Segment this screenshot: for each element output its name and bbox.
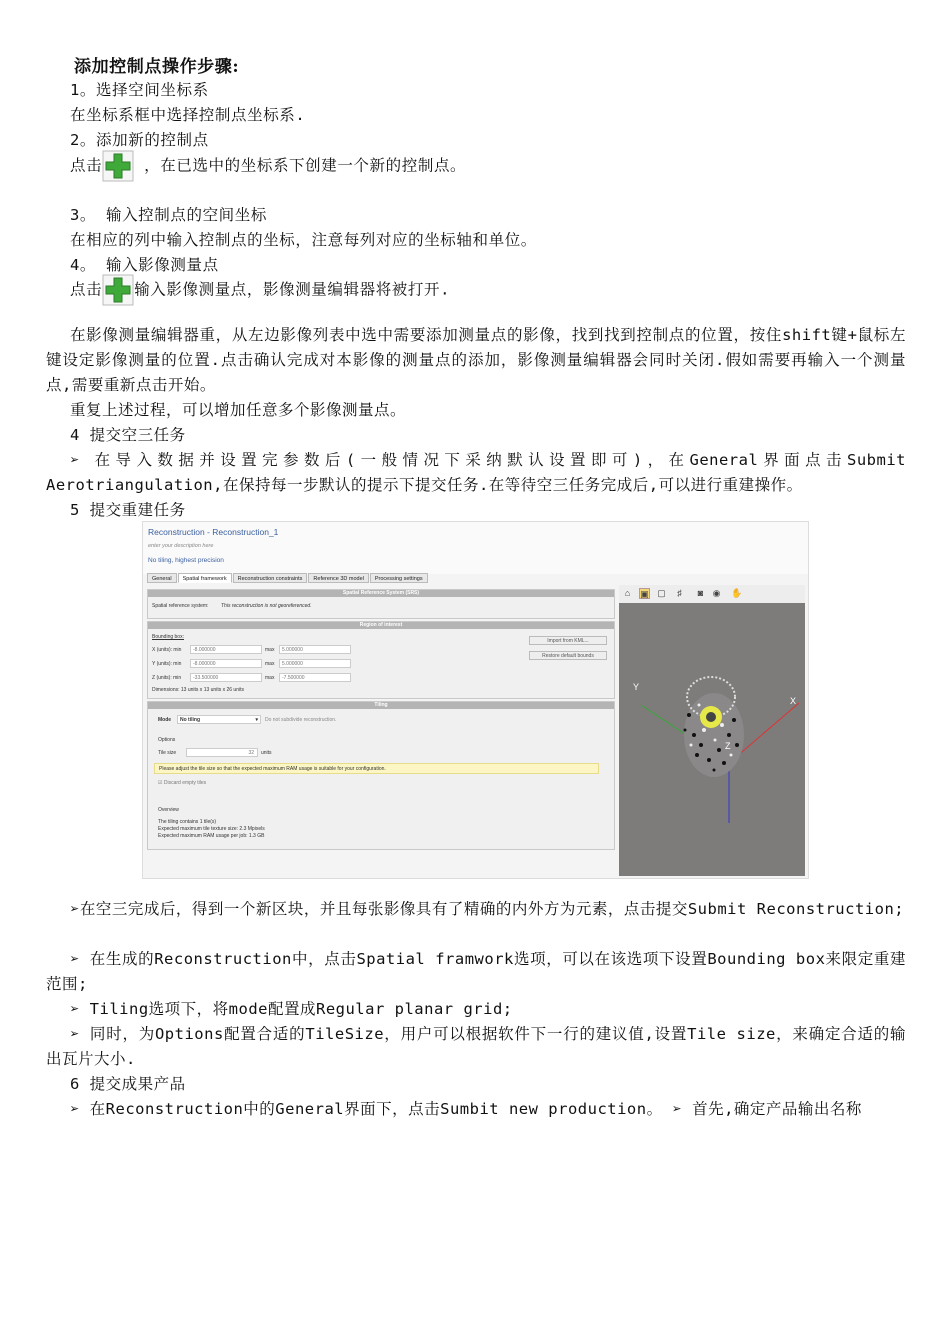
srs-label: Spatial reference system: [152,603,209,609]
tab-reference-3d-model[interactable]: Reference 3D model [308,573,368,583]
heading: 添加控制点操作步骤: [74,57,240,77]
editor-paragraph: 在影像测量编辑器重，从左边影像列表中选中需要添加测量点的影像，找到找到控制点的位置，按住shift键+鼠标左键设定影像测量的位置.点击确认完成对本影像的测量点的添加，影像测量编辑器会同时关闭.假如需要再输入一个测量点,需要重新点击开始。 [46,326,906,394]
section4-title: 4 提交空三任务 [70,426,186,444]
tiling-header: Tiling [148,702,614,709]
tab-spatial-framework[interactable]: Spatial framework [178,573,232,583]
x-max-input[interactable]: 5.000000 [279,645,351,654]
srs-panel [147,589,615,619]
step2-text: ，在已选中的坐标系下创建一个新的控制点。 [144,156,467,175]
mode-value: No tiling [180,717,200,723]
section6-text: ➢ 在Reconstruction中的General界面下，点击Sumbit new production。 ➢ 首先,确定产品输出名称 [70,1100,862,1118]
grid-icon[interactable]: ♯ [677,588,682,598]
tile-size-label: Tile size [158,750,177,756]
section5-title: 5 提交重建任务 [70,501,186,519]
step4-text: 输入影像测量点，影像测量编辑器将被打开. [134,280,451,299]
overview-line-1: The tiling contains 1 tile(s) [158,819,217,825]
y-min-input[interactable]: -8.000000 [190,659,262,668]
z-label: Z (units): min [152,675,182,681]
step1-title: 1。选择空间坐标系 [70,81,209,99]
hand-icon[interactable]: ✋ [731,588,743,598]
screenshot-header [143,522,808,574]
x-label: X (units): min [152,647,182,653]
repeat-paragraph: 重复上述过程，可以增加任意多个影像测量点。 [70,401,407,419]
3d-scene [619,585,805,876]
section4-text: ➢ 在导入数据并设置完参数后(一般情况下采纳默认设置即可)，在General界面点击Submit Aerotriangulation,在保持每一步默认的提示下提交任务.在等待空三任务完成后,可以进行重建操作。 [46,451,906,494]
axis-z-label: Z [725,741,731,751]
tab-processing-settings[interactable]: Processing settings [370,573,428,583]
step2-click: 点击 [70,156,103,175]
step4-title: 4。 输入影像测量点 [70,256,219,274]
bullet-2: ➢ 在生成的Reconstruction中，点击Spatial framwork选项，可以在该选项下设置Bounding box来限定重建范围; [46,950,906,993]
y-max-input[interactable]: 5.000000 [279,659,351,668]
x-max-label: max [265,647,275,653]
discard-empty-tiles-checkbox[interactable]: ☑ Discard empty tiles [158,780,207,786]
step4-click: 点击 [70,280,103,299]
mode-hint: Do not subdivide reconstruction. [265,717,337,723]
y-max-label: max [265,661,275,667]
home-icon[interactable]: ⌂ [624,588,631,598]
tile-size-input[interactable]: 32 [186,748,258,757]
step2-line [70,150,466,182]
z-max-label: max [265,675,275,681]
bbox-label: Bounding box: [152,634,184,640]
discard-label: Discard empty tiles [163,780,207,786]
add-plus-icon [102,150,134,182]
reconstruction-screenshot [142,521,809,879]
camera-settings-icon[interactable]: ◉ [712,588,721,598]
overview-label: Overview [158,807,179,813]
mode-select[interactable] [177,715,261,724]
z-min-input[interactable]: -33.500000 [190,673,262,682]
add-plus-icon [102,274,134,306]
description-field[interactable]: enter your description here [148,543,214,549]
reconstruction-title: Reconstruction - Reconstruction_1 [148,527,279,537]
chevron-down-icon: ▾ [255,717,258,723]
overview-line-3: Expected maximum RAM usage per job: 1.3 GB [158,833,265,839]
viewport-toolbar [619,585,805,603]
srs-value: This reconstruction is not georeferenced. [221,603,312,609]
restore-bounds-button[interactable]: Restore default bounds [529,651,607,660]
tab-reconstruction-constraints[interactable]: Reconstruction constraints [233,573,308,583]
srs-header: Spatial Reference System (SRS) [148,590,614,597]
step2-title: 2。添加新的控制点 [70,131,209,149]
3d-viewport[interactable] [619,585,805,876]
options-label: Options [158,737,176,743]
y-label: Y (units): min [152,661,182,667]
mode-label: Mode [158,717,172,723]
section6-title: 6 提交成果产品 [70,1075,186,1093]
tab-general[interactable]: General [147,573,177,583]
tiling-panel [147,701,615,850]
axis-y-label: Y [633,682,640,692]
x-min-input[interactable]: -8.000000 [190,645,262,654]
bullet-1: ➢在空三完成后，得到一个新区块，并且每张影像具有了精确的内外方为元素，点击提交Submit Reconstruction; [70,900,905,918]
tab-bar [147,573,429,583]
camera-icon[interactable]: ◙ [697,588,704,598]
bullet-3: ➢ Tiling选项下，将mode配置成Regular planar grid; [70,1000,513,1018]
step1-text: 在坐标系框中选择控制点坐标系. [70,106,306,124]
roi-header: Region of interest [148,622,614,629]
step4-line [70,274,450,306]
roi-panel [147,621,615,699]
tile-size-warning: Please adjust the tile size so that the expected maximum RAM usage is suitable for your configuration. [154,763,599,774]
overview-line-2: Expected maximum tile texture size: 2.3 Mpixels [158,826,265,832]
step3-title: 3。 输入控制点的空间坐标 [70,206,267,224]
import-kml-button[interactable]: Import from KML... [529,636,607,645]
reconstruction-subtitle: No tiling, highest precision [148,557,224,564]
square-icon[interactable]: ▢ [657,588,666,598]
z-max-input[interactable]: -7.500000 [279,673,351,682]
tile-size-units: units [261,750,272,756]
dimensions-text: Dimensions: 13 units x 13 units x 26 units [152,687,244,693]
step3-text: 在相应的列中输入控制点的坐标，注意每列对应的坐标轴和单位。 [70,231,537,249]
bullet-4: ➢ 同时，为Options配置合适的TileSize，用户可以根据软件下一行的建议值,设置Tile size，来确定合适的输出瓦片大小. [46,1025,906,1068]
cube-icon[interactable]: ▣ [640,589,649,599]
axis-x-label: X [790,696,797,706]
